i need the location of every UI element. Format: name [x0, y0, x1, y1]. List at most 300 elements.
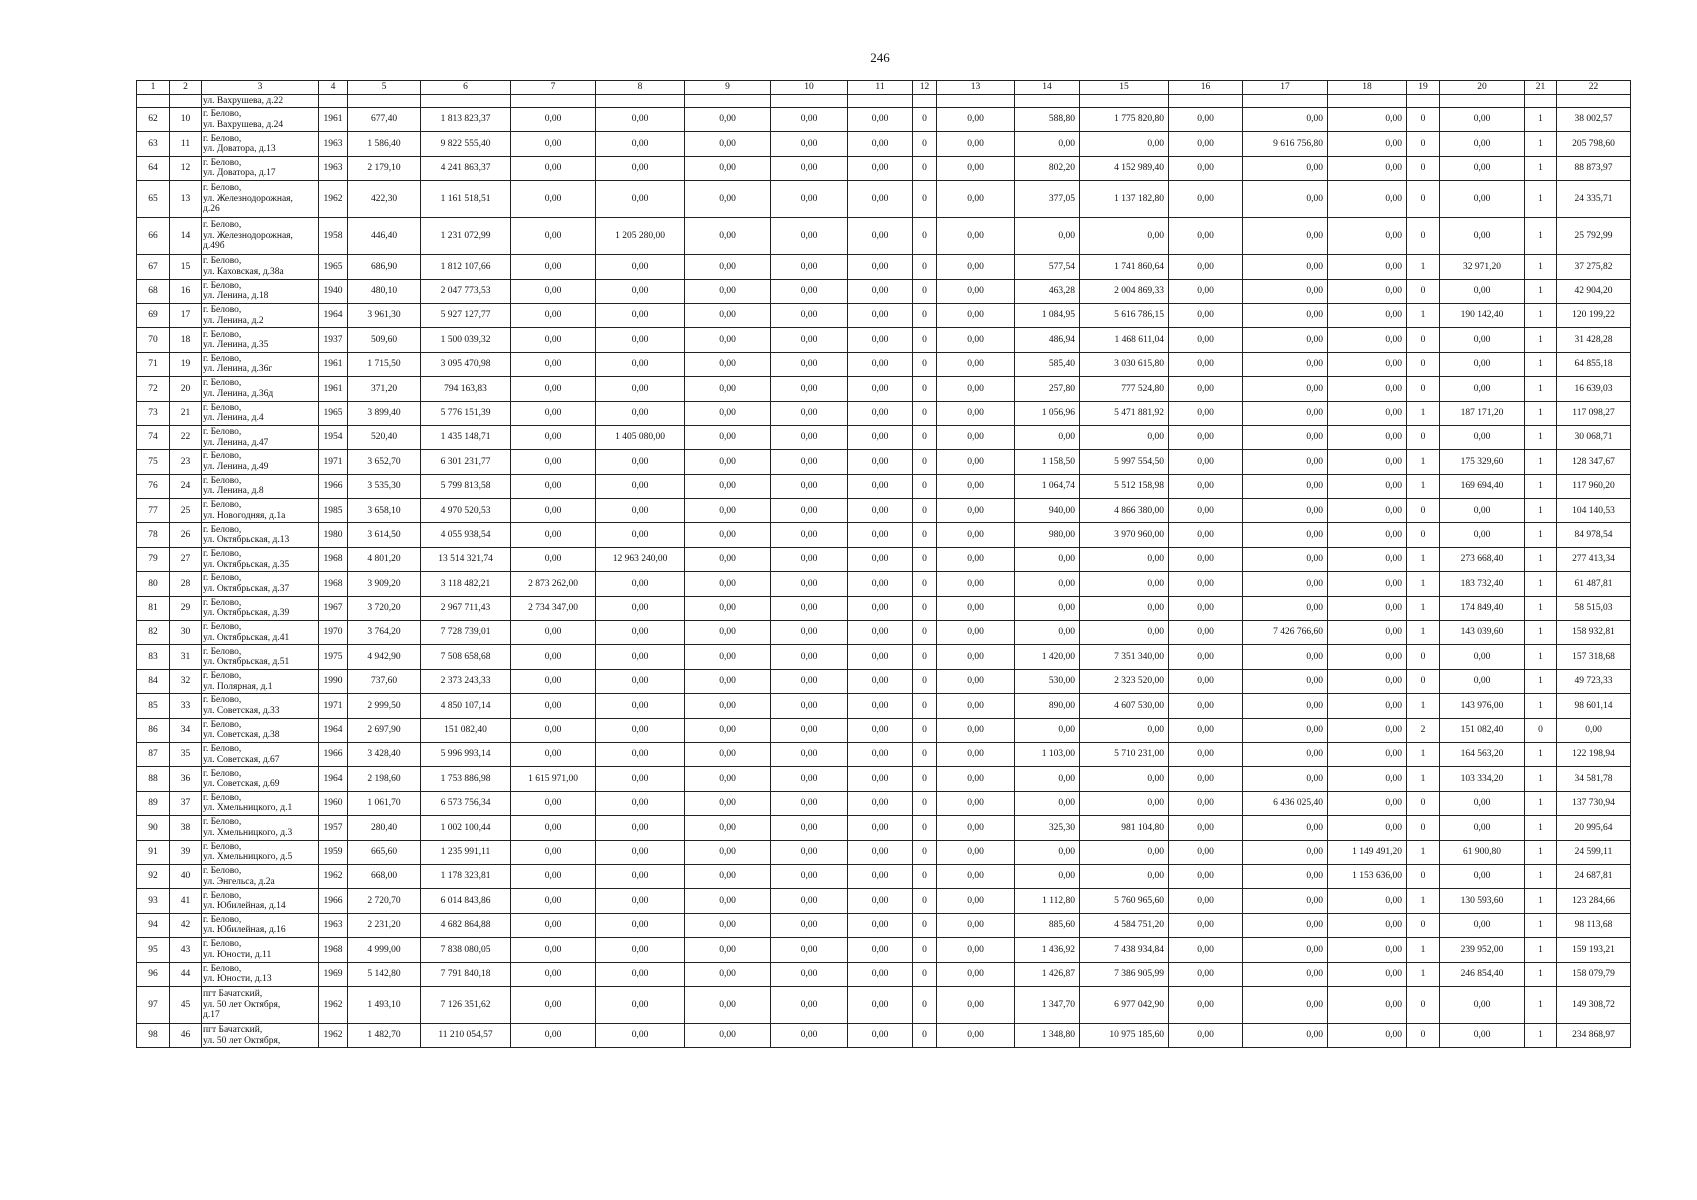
value-cell: 0 — [1407, 279, 1440, 303]
address-cell: г. Белово, ул. Ленина, д.35 — [202, 328, 319, 352]
value-cell: 1 — [1525, 499, 1557, 523]
value-cell: 3 970 960,00 — [1080, 523, 1169, 547]
value-cell: 0,00 — [1243, 377, 1328, 401]
item-number-cell: 19 — [170, 352, 202, 376]
value-cell: 0,00 — [1440, 377, 1525, 401]
value-cell: 3 720,20 — [348, 596, 421, 620]
value-cell: 0,00 — [511, 938, 596, 962]
value-cell: 0,00 — [848, 816, 913, 840]
table-row — [137, 1023, 1631, 1047]
value-cell: 0,00 — [1169, 132, 1243, 156]
value-cell: 0,00 — [848, 255, 913, 279]
value-cell: 1 161 518,51 — [421, 181, 511, 218]
value-cell: 325,30 — [1015, 816, 1080, 840]
value-cell: 0,00 — [937, 547, 1015, 571]
item-number-cell: 43 — [170, 938, 202, 962]
value-cell: 7 438 934,84 — [1080, 938, 1169, 962]
item-number-cell: 45 — [170, 986, 202, 1023]
value-cell: 0,00 — [685, 962, 771, 986]
value-cell: 0,00 — [511, 840, 596, 864]
value-cell: 0 — [1407, 181, 1440, 218]
value-cell: 0,00 — [685, 913, 771, 937]
value-cell: 0,00 — [1328, 572, 1407, 596]
value-cell: 1 — [1525, 889, 1557, 913]
value-cell: 0,00 — [1440, 425, 1525, 449]
value-cell: 0,00 — [596, 986, 685, 1023]
value-cell: 0,00 — [511, 401, 596, 425]
value-cell: 5 471 881,92 — [1080, 401, 1169, 425]
value-cell: 1 347,70 — [1015, 986, 1080, 1023]
address-cell: г. Белово, ул. Октябрьская, д.51 — [202, 645, 319, 669]
value-cell: 0,00 — [511, 156, 596, 180]
value-cell: 0,00 — [848, 596, 913, 620]
item-number-cell: 35 — [170, 742, 202, 766]
value-cell: 4 607 530,00 — [1080, 694, 1169, 718]
value-cell: 0,00 — [937, 596, 1015, 620]
value-cell: 2 873 262,00 — [511, 572, 596, 596]
value-cell: 0,00 — [1328, 218, 1407, 255]
value-cell: 1 — [1525, 352, 1557, 376]
value-cell: 128 347,67 — [1557, 450, 1631, 474]
value-cell: 0,00 — [771, 889, 848, 913]
value-cell: 1 — [1525, 938, 1557, 962]
row-number-cell: 81 — [137, 596, 170, 620]
address-cell: г. Белово, ул. Юбилейная, д.16 — [202, 913, 319, 937]
value-cell: 24 599,11 — [1557, 840, 1631, 864]
value-cell: 1 — [1525, 816, 1557, 840]
value-cell: 0,00 — [596, 596, 685, 620]
value-cell: 0 — [1407, 499, 1440, 523]
value-cell: 0,00 — [1243, 474, 1328, 498]
value-cell: 1 — [1525, 694, 1557, 718]
value-cell: 1 — [1525, 181, 1557, 218]
value-cell: 0 — [913, 864, 937, 888]
value-cell: 0,00 — [771, 840, 848, 864]
value-cell: 0,00 — [937, 474, 1015, 498]
value-cell: 1 064,74 — [1015, 474, 1080, 498]
value-cell: 0,00 — [596, 962, 685, 986]
value-cell: 0,00 — [771, 474, 848, 498]
value-cell: 0,00 — [771, 547, 848, 571]
value-cell: 1 — [1407, 742, 1440, 766]
value-cell: 890,00 — [1015, 694, 1080, 718]
value-cell: 1 482,70 — [348, 1023, 421, 1047]
value-cell: 0,00 — [1169, 621, 1243, 645]
value-cell: 64 855,18 — [1557, 352, 1631, 376]
value-cell: 5 760 965,60 — [1080, 889, 1169, 913]
value-cell: 509,60 — [348, 328, 421, 352]
value-cell: 0,00 — [596, 718, 685, 742]
row-number-cell: 67 — [137, 255, 170, 279]
value-cell: 0,00 — [685, 621, 771, 645]
value-cell: 0 — [1407, 377, 1440, 401]
value-cell: 0,00 — [1328, 742, 1407, 766]
value-cell: 2 734 347,00 — [511, 596, 596, 620]
value-cell: 5 776 151,39 — [421, 401, 511, 425]
value-cell: 4 850 107,14 — [421, 694, 511, 718]
value-cell: 0,00 — [596, 108, 685, 132]
value-cell: 0,00 — [1243, 767, 1328, 791]
item-number-cell: 44 — [170, 962, 202, 986]
value-cell: 0,00 — [1328, 181, 1407, 218]
value-cell: 6 436 025,40 — [1243, 791, 1328, 815]
value-cell: 1 426,87 — [1015, 962, 1080, 986]
value-cell: 25 792,99 — [1557, 218, 1631, 255]
value-cell: 0,00 — [848, 352, 913, 376]
value-cell: 0 — [913, 218, 937, 255]
value-cell: 0,00 — [1169, 986, 1243, 1023]
address-cell: г. Белово, ул. Ленина, д.49 — [202, 450, 319, 474]
value-cell: 0,00 — [596, 645, 685, 669]
value-cell: 151 082,40 — [421, 718, 511, 742]
value-cell: 1 056,96 — [1015, 401, 1080, 425]
value-cell: 0,00 — [771, 645, 848, 669]
year-cell: 1960 — [319, 791, 348, 815]
value-cell: 0,00 — [771, 425, 848, 449]
value-cell: 0,00 — [848, 303, 913, 327]
value-cell: 0,00 — [937, 645, 1015, 669]
value-cell: 0,00 — [1080, 547, 1169, 571]
value-cell: 0,00 — [1243, 156, 1328, 180]
value-cell: 0,00 — [848, 986, 913, 1023]
value-cell: 0,00 — [848, 328, 913, 352]
row-number-cell: 95 — [137, 938, 170, 962]
value-cell: 0,00 — [596, 742, 685, 766]
value-cell: 0,00 — [848, 1023, 913, 1047]
table-row — [137, 303, 1631, 327]
value-cell: 0,00 — [1015, 840, 1080, 864]
value-cell: 0,00 — [771, 962, 848, 986]
row-number-cell: 82 — [137, 621, 170, 645]
value-cell: 2 720,70 — [348, 889, 421, 913]
value-cell: 151 082,40 — [1440, 718, 1525, 742]
value-cell: 0,00 — [937, 938, 1015, 962]
value-cell: 0,00 — [1328, 523, 1407, 547]
table-cell — [937, 95, 1015, 108]
value-cell: 0,00 — [685, 218, 771, 255]
value-cell: 103 334,20 — [1440, 767, 1525, 791]
value-cell: 0,00 — [771, 1023, 848, 1047]
column-header-6: 6 — [421, 81, 511, 95]
value-cell: 0,00 — [771, 352, 848, 376]
value-cell: 104 140,53 — [1557, 499, 1631, 523]
value-cell: 1 — [1525, 132, 1557, 156]
value-cell: 0,00 — [511, 621, 596, 645]
value-cell: 0,00 — [937, 523, 1015, 547]
table-row — [137, 279, 1631, 303]
address-cell: г. Белово, ул. Хмельницкого, д.1 — [202, 791, 319, 815]
value-cell: 0,00 — [771, 718, 848, 742]
value-cell: 0,00 — [1169, 816, 1243, 840]
value-cell: 1 084,95 — [1015, 303, 1080, 327]
value-cell: 0,00 — [1440, 523, 1525, 547]
value-cell: 1 — [1525, 255, 1557, 279]
value-cell: 1 137 182,80 — [1080, 181, 1169, 218]
value-cell: 0,00 — [1169, 938, 1243, 962]
value-cell: 480,10 — [348, 279, 421, 303]
value-cell: 88 873,97 — [1557, 156, 1631, 180]
value-cell: 7 508 658,68 — [421, 645, 511, 669]
value-cell: 0,00 — [1328, 718, 1407, 742]
value-cell: 677,40 — [348, 108, 421, 132]
value-cell: 0,00 — [1169, 218, 1243, 255]
value-cell: 0,00 — [1243, 816, 1328, 840]
value-cell: 0,00 — [1440, 108, 1525, 132]
value-cell: 1 — [1525, 913, 1557, 937]
value-cell: 1 — [1525, 767, 1557, 791]
table-cell — [1557, 95, 1631, 108]
value-cell: 0,00 — [511, 352, 596, 376]
value-cell: 0,00 — [1169, 108, 1243, 132]
value-cell: 0,00 — [937, 401, 1015, 425]
value-cell: 0,00 — [771, 694, 848, 718]
year-cell: 1964 — [319, 303, 348, 327]
year-cell: 1962 — [319, 864, 348, 888]
value-cell: 0,00 — [1169, 962, 1243, 986]
item-number-cell: 32 — [170, 669, 202, 693]
year-cell: 1963 — [319, 913, 348, 937]
value-cell: 0,00 — [685, 499, 771, 523]
value-cell: 7 728 739,01 — [421, 621, 511, 645]
value-cell: 371,20 — [348, 377, 421, 401]
value-cell: 5 799 813,58 — [421, 474, 511, 498]
value-cell: 0,00 — [1243, 962, 1328, 986]
table-row — [137, 474, 1631, 498]
value-cell: 0,00 — [685, 132, 771, 156]
column-header-8: 8 — [596, 81, 685, 95]
value-cell: 273 668,40 — [1440, 547, 1525, 571]
value-cell: 169 694,40 — [1440, 474, 1525, 498]
row-number-cell: 80 — [137, 572, 170, 596]
value-cell: 2 373 243,33 — [421, 669, 511, 693]
year-cell: 1961 — [319, 108, 348, 132]
item-number-cell: 20 — [170, 377, 202, 401]
value-cell: 1 — [1525, 474, 1557, 498]
address-cell: г. Белово, ул. Советская, д.38 — [202, 718, 319, 742]
value-cell: 0 — [913, 303, 937, 327]
value-cell: 0,00 — [1328, 132, 1407, 156]
value-cell: 61 900,80 — [1440, 840, 1525, 864]
table-cell — [137, 95, 170, 108]
value-cell: 159 193,21 — [1557, 938, 1631, 962]
table-row — [137, 889, 1631, 913]
value-cell: 0 — [1407, 108, 1440, 132]
value-cell: 1 775 820,80 — [1080, 108, 1169, 132]
value-cell: 0,00 — [685, 425, 771, 449]
value-cell: 4 584 751,20 — [1080, 913, 1169, 937]
value-cell: 0,00 — [848, 889, 913, 913]
value-cell: 7 386 905,99 — [1080, 962, 1169, 986]
value-cell: 0,00 — [1243, 425, 1328, 449]
value-cell: 0,00 — [1440, 181, 1525, 218]
value-cell: 1 — [1407, 889, 1440, 913]
value-cell: 0,00 — [685, 377, 771, 401]
table-cell — [1525, 95, 1557, 108]
value-cell: 3 535,30 — [348, 474, 421, 498]
value-cell: 0,00 — [511, 889, 596, 913]
value-cell: 0,00 — [1080, 791, 1169, 815]
year-cell: 1965 — [319, 401, 348, 425]
value-cell: 0,00 — [771, 523, 848, 547]
value-cell: 123 284,66 — [1557, 889, 1631, 913]
value-cell: 0,00 — [596, 328, 685, 352]
column-header-9: 9 — [685, 81, 771, 95]
value-cell: 0,00 — [685, 596, 771, 620]
value-cell: 0,00 — [848, 962, 913, 986]
value-cell: 0,00 — [1169, 523, 1243, 547]
column-number-header-row — [137, 81, 1631, 95]
value-cell: 1 149 491,20 — [1328, 840, 1407, 864]
value-cell: 0,00 — [685, 889, 771, 913]
value-cell: 1 — [1525, 218, 1557, 255]
value-cell: 1 — [1525, 572, 1557, 596]
value-cell: 0,00 — [1015, 132, 1080, 156]
page-number: 246 — [870, 50, 890, 65]
value-cell: 0,00 — [1440, 352, 1525, 376]
value-cell: 0 — [913, 377, 937, 401]
value-cell: 2 — [1407, 718, 1440, 742]
table-row — [137, 255, 1631, 279]
value-cell: 0 — [1407, 864, 1440, 888]
value-cell: 277 413,34 — [1557, 547, 1631, 571]
value-cell: 175 329,60 — [1440, 450, 1525, 474]
table-cell — [848, 95, 913, 108]
address-cell: г. Белово, ул. Ленина, д.36г — [202, 352, 319, 376]
value-cell: 1 — [1407, 767, 1440, 791]
row-number-cell: 73 — [137, 401, 170, 425]
value-cell: 0,00 — [1169, 1023, 1243, 1047]
value-cell: 0,00 — [685, 816, 771, 840]
value-cell: 0,00 — [771, 328, 848, 352]
value-cell: 0 — [913, 913, 937, 937]
value-cell: 4 801,20 — [348, 547, 421, 571]
value-cell: 3 095 470,98 — [421, 352, 511, 376]
table-cell — [1015, 95, 1080, 108]
value-cell: 0,00 — [771, 499, 848, 523]
value-cell: 0,00 — [937, 377, 1015, 401]
year-cell: 1940 — [319, 279, 348, 303]
value-cell: 1 — [1407, 840, 1440, 864]
row-number-cell: 84 — [137, 669, 170, 693]
value-cell: 0,00 — [937, 181, 1015, 218]
value-cell: 0,00 — [511, 377, 596, 401]
value-cell: 0,00 — [771, 377, 848, 401]
year-cell: 1967 — [319, 596, 348, 620]
value-cell: 1 — [1407, 621, 1440, 645]
row-number-cell: 66 — [137, 218, 170, 255]
row-number-cell: 68 — [137, 279, 170, 303]
row-number-cell: 71 — [137, 352, 170, 376]
value-cell: 0,00 — [1080, 718, 1169, 742]
value-cell: 0 — [1525, 718, 1557, 742]
value-cell: 0,00 — [685, 938, 771, 962]
value-cell: 2 047 773,53 — [421, 279, 511, 303]
year-cell: 1958 — [319, 218, 348, 255]
year-cell: 1954 — [319, 425, 348, 449]
value-cell: 1 — [1407, 401, 1440, 425]
item-number-cell: 23 — [170, 450, 202, 474]
value-cell: 12 963 240,00 — [596, 547, 685, 571]
value-cell: 0,00 — [848, 572, 913, 596]
value-cell: 6 301 231,77 — [421, 450, 511, 474]
value-cell: 0,00 — [511, 645, 596, 669]
value-cell: 2 004 869,33 — [1080, 279, 1169, 303]
value-cell: 0,00 — [1328, 303, 1407, 327]
value-cell: 0,00 — [1015, 621, 1080, 645]
value-cell: 0 — [913, 547, 937, 571]
value-cell: 0,00 — [596, 132, 685, 156]
value-cell: 0,00 — [685, 547, 771, 571]
value-cell: 0 — [913, 767, 937, 791]
value-cell: 0 — [913, 621, 937, 645]
value-cell: 0,00 — [1169, 742, 1243, 766]
value-cell: 0,00 — [1328, 645, 1407, 669]
year-cell: 1962 — [319, 986, 348, 1023]
item-number-cell: 29 — [170, 596, 202, 620]
value-cell: 205 798,60 — [1557, 132, 1631, 156]
year-cell: 1975 — [319, 645, 348, 669]
value-cell: 0 — [1407, 791, 1440, 815]
address-cell: г. Белово, ул. Хмельницкого, д.5 — [202, 840, 319, 864]
value-cell: 0,00 — [1015, 572, 1080, 596]
row-number-cell: 94 — [137, 913, 170, 937]
table-cell — [421, 95, 511, 108]
row-number-cell: 70 — [137, 328, 170, 352]
value-cell: 0,00 — [511, 279, 596, 303]
value-cell: 1 — [1525, 962, 1557, 986]
value-cell: 32 971,20 — [1440, 255, 1525, 279]
row-number-cell: 76 — [137, 474, 170, 498]
value-cell: 1 — [1525, 645, 1557, 669]
value-cell: 0,00 — [596, 889, 685, 913]
value-cell: 0,00 — [1440, 132, 1525, 156]
value-cell: 1 753 886,98 — [421, 767, 511, 791]
value-cell: 665,60 — [348, 840, 421, 864]
address-cell: пгт Бачатский, ул. 50 лет Октября, д.17 — [202, 986, 319, 1023]
item-number-cell: 16 — [170, 279, 202, 303]
item-number-cell: 36 — [170, 767, 202, 791]
year-cell: 1968 — [319, 547, 348, 571]
value-cell: 737,60 — [348, 669, 421, 693]
value-cell: 1 — [1407, 547, 1440, 571]
year-cell: 1970 — [319, 621, 348, 645]
value-cell: 0,00 — [685, 450, 771, 474]
value-cell: 0,00 — [771, 669, 848, 693]
value-cell: 0,00 — [1243, 108, 1328, 132]
value-cell: 0,00 — [848, 450, 913, 474]
value-cell: 0,00 — [596, 181, 685, 218]
value-cell: 0,00 — [1243, 864, 1328, 888]
value-cell: 24 335,71 — [1557, 181, 1631, 218]
value-cell: 0,00 — [771, 742, 848, 766]
value-cell: 0,00 — [596, 840, 685, 864]
table-body — [137, 95, 1631, 1048]
value-cell: 0,00 — [937, 816, 1015, 840]
value-cell: 174 849,40 — [1440, 596, 1525, 620]
value-cell: 0,00 — [685, 279, 771, 303]
value-cell: 0 — [913, 474, 937, 498]
value-cell: 0,00 — [511, 962, 596, 986]
value-cell: 0 — [913, 181, 937, 218]
item-number-cell: 11 — [170, 132, 202, 156]
address-cell: г. Белово, ул. Советская, д.67 — [202, 742, 319, 766]
value-cell: 794 163,83 — [421, 377, 511, 401]
value-cell: 1 — [1407, 572, 1440, 596]
value-cell: 1 235 991,11 — [421, 840, 511, 864]
value-cell: 777 524,80 — [1080, 377, 1169, 401]
value-cell: 1 405 080,00 — [596, 425, 685, 449]
address-cell: г. Белово, ул. Октябрьская, д.13 — [202, 523, 319, 547]
